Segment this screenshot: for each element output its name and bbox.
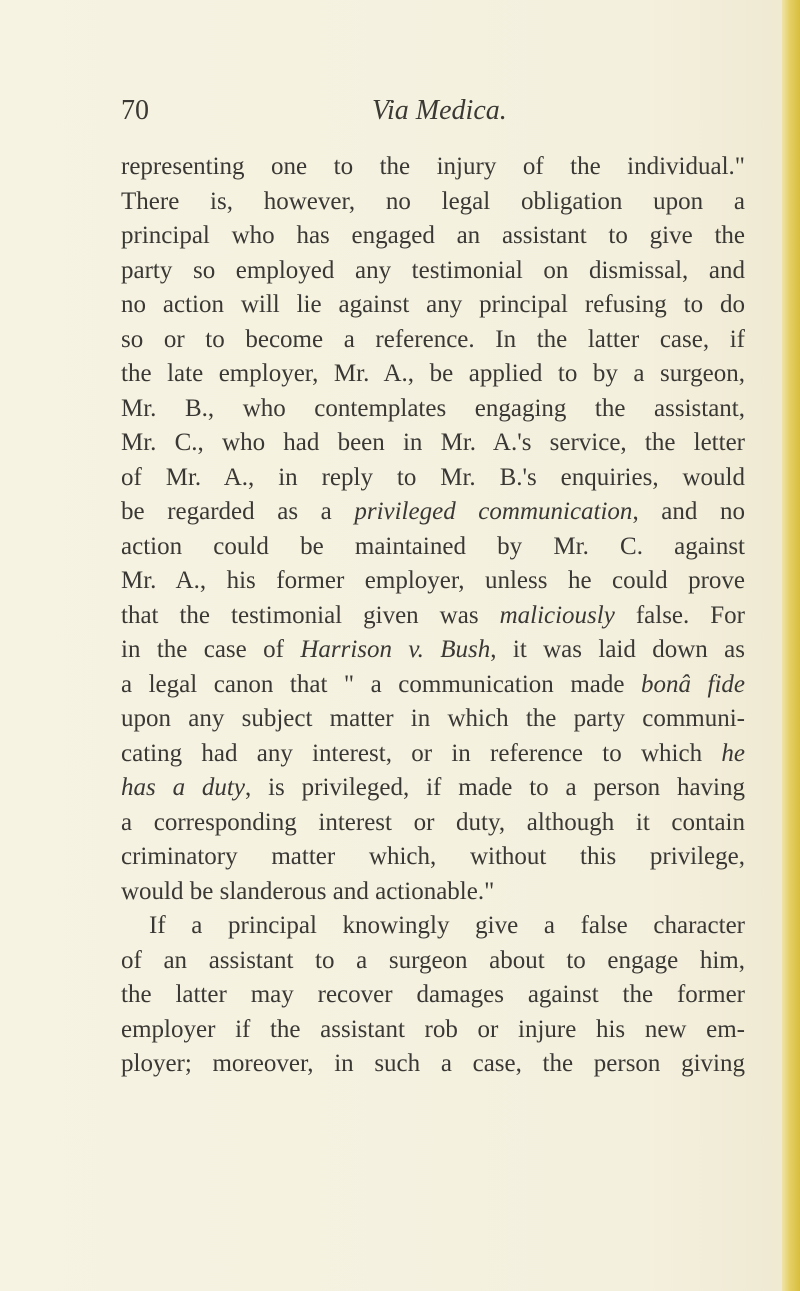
text-line: Mr. A., his former employer, unless he could prove (121, 567, 745, 594)
text-line: of Mr. A., in reply to Mr. B.'s enquiries, would (121, 463, 745, 491)
italic-phrase: has a duty (121, 774, 245, 801)
text-line: There is, however, no legal obligation upon a (121, 187, 745, 215)
text-line: criminatory matter which, without this privilege, (121, 843, 745, 870)
text-line: upon any subject matter in which the party communi- (121, 705, 745, 732)
running-title: Via Medica. (372, 95, 507, 126)
text-line: action could be maintained by Mr. C. against (121, 532, 745, 560)
text-line: has a duty, is privileged, if made to a person having (121, 774, 745, 801)
text-line: If a principal knowingly give a false character (149, 912, 745, 939)
text-line: the late employer, Mr. A., be applied to by a surgeon, (121, 360, 745, 387)
text-line: in the case of Harrison v. Bush, it was laid down as (121, 636, 745, 663)
text-line: would be slanderous and actionable." (121, 877, 495, 905)
case-citation: Harrison v. Bush (300, 636, 491, 663)
text-line: that the testimonial given was maliciously false. For (121, 601, 745, 629)
italic-phrase: he (721, 739, 745, 767)
text-line: Mr. C., who had been in Mr. A.'s service, the letter (121, 429, 745, 456)
text-line: be regarded as a privileged communication, and no (121, 498, 745, 525)
italic-phrase: privileged communication (354, 498, 633, 525)
page-header (0, 95, 800, 135)
text-line: Mr. B., who contemplates engaging the assistant, (121, 394, 745, 422)
text-line: representing one to the injury of the individual." (121, 153, 745, 180)
page-number: 70 (121, 95, 149, 126)
italic-phrase: bonâ fide (640, 670, 745, 698)
text-line: cating had any interest, or in reference to which he (121, 739, 745, 767)
text-line: principal who has engaged an assistant to give the (121, 222, 745, 249)
body-text (121, 150, 745, 1082)
text-line: ployer; moreover, in such a case, the person giving (121, 1050, 745, 1077)
text-line: so or to become a reference. In the latter case, if (121, 325, 745, 353)
text-line: of an assistant to a surgeon about to engage him, (121, 946, 745, 974)
text-line: the latter may recover damages against the former (121, 981, 745, 1008)
text-line: a legal canon that " a communication made bonâ fide (121, 670, 745, 698)
text-line: employer if the assistant rob or injure his new em- (121, 1015, 745, 1043)
page-edge (782, 0, 800, 1291)
text-line: no action will lie against any principal refusing to do (121, 291, 745, 318)
text-line: a corresponding interest or duty, although it contain (121, 808, 745, 836)
italic-phrase: maliciously (499, 601, 615, 629)
text-line: party so employed any testimonial on dismissal, and (121, 256, 745, 284)
